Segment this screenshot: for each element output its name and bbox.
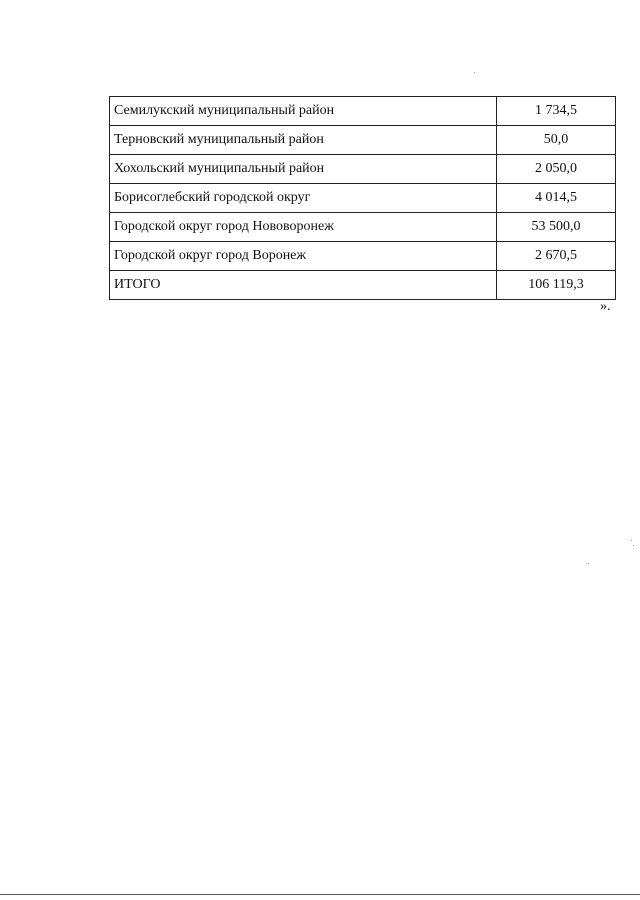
row-value-cell: 2 050,0 <box>497 155 616 184</box>
table-row <box>110 242 616 271</box>
closing-quote: ». <box>600 299 611 314</box>
total-label-cell: ИТОГО <box>110 271 497 300</box>
row-value-cell: 50,0 <box>497 126 616 155</box>
row-value-cell: 1 734,5 <box>497 97 616 126</box>
total-value-cell: 106 119,3 <box>497 271 616 300</box>
table-row <box>110 155 616 184</box>
total-row <box>110 271 616 300</box>
scan-speck <box>633 545 634 546</box>
row-name-cell: Терновский муниципальный район <box>110 126 497 155</box>
row-name-cell: Городской округ город Нововоронеж <box>110 213 497 242</box>
row-value-cell: 2 670,5 <box>497 242 616 271</box>
table-row <box>110 184 616 213</box>
scan-speck <box>588 563 589 564</box>
row-name-cell: Борисоглебский городской округ <box>110 184 497 213</box>
footer-rule <box>0 894 640 895</box>
row-name-cell: Хохольский муниципальный район <box>110 155 497 184</box>
table-row <box>110 126 616 155</box>
table-row <box>110 213 616 242</box>
row-name-cell: Городской округ город Воронеж <box>110 242 497 271</box>
row-value-cell: 53 500,0 <box>497 213 616 242</box>
scan-speck <box>474 72 475 73</box>
table-row <box>110 97 616 126</box>
scan-speck <box>631 540 632 541</box>
row-value-cell: 4 014,5 <box>497 184 616 213</box>
allocation-table <box>109 96 616 300</box>
row-name-cell: Семилукский муниципальный район <box>110 97 497 126</box>
